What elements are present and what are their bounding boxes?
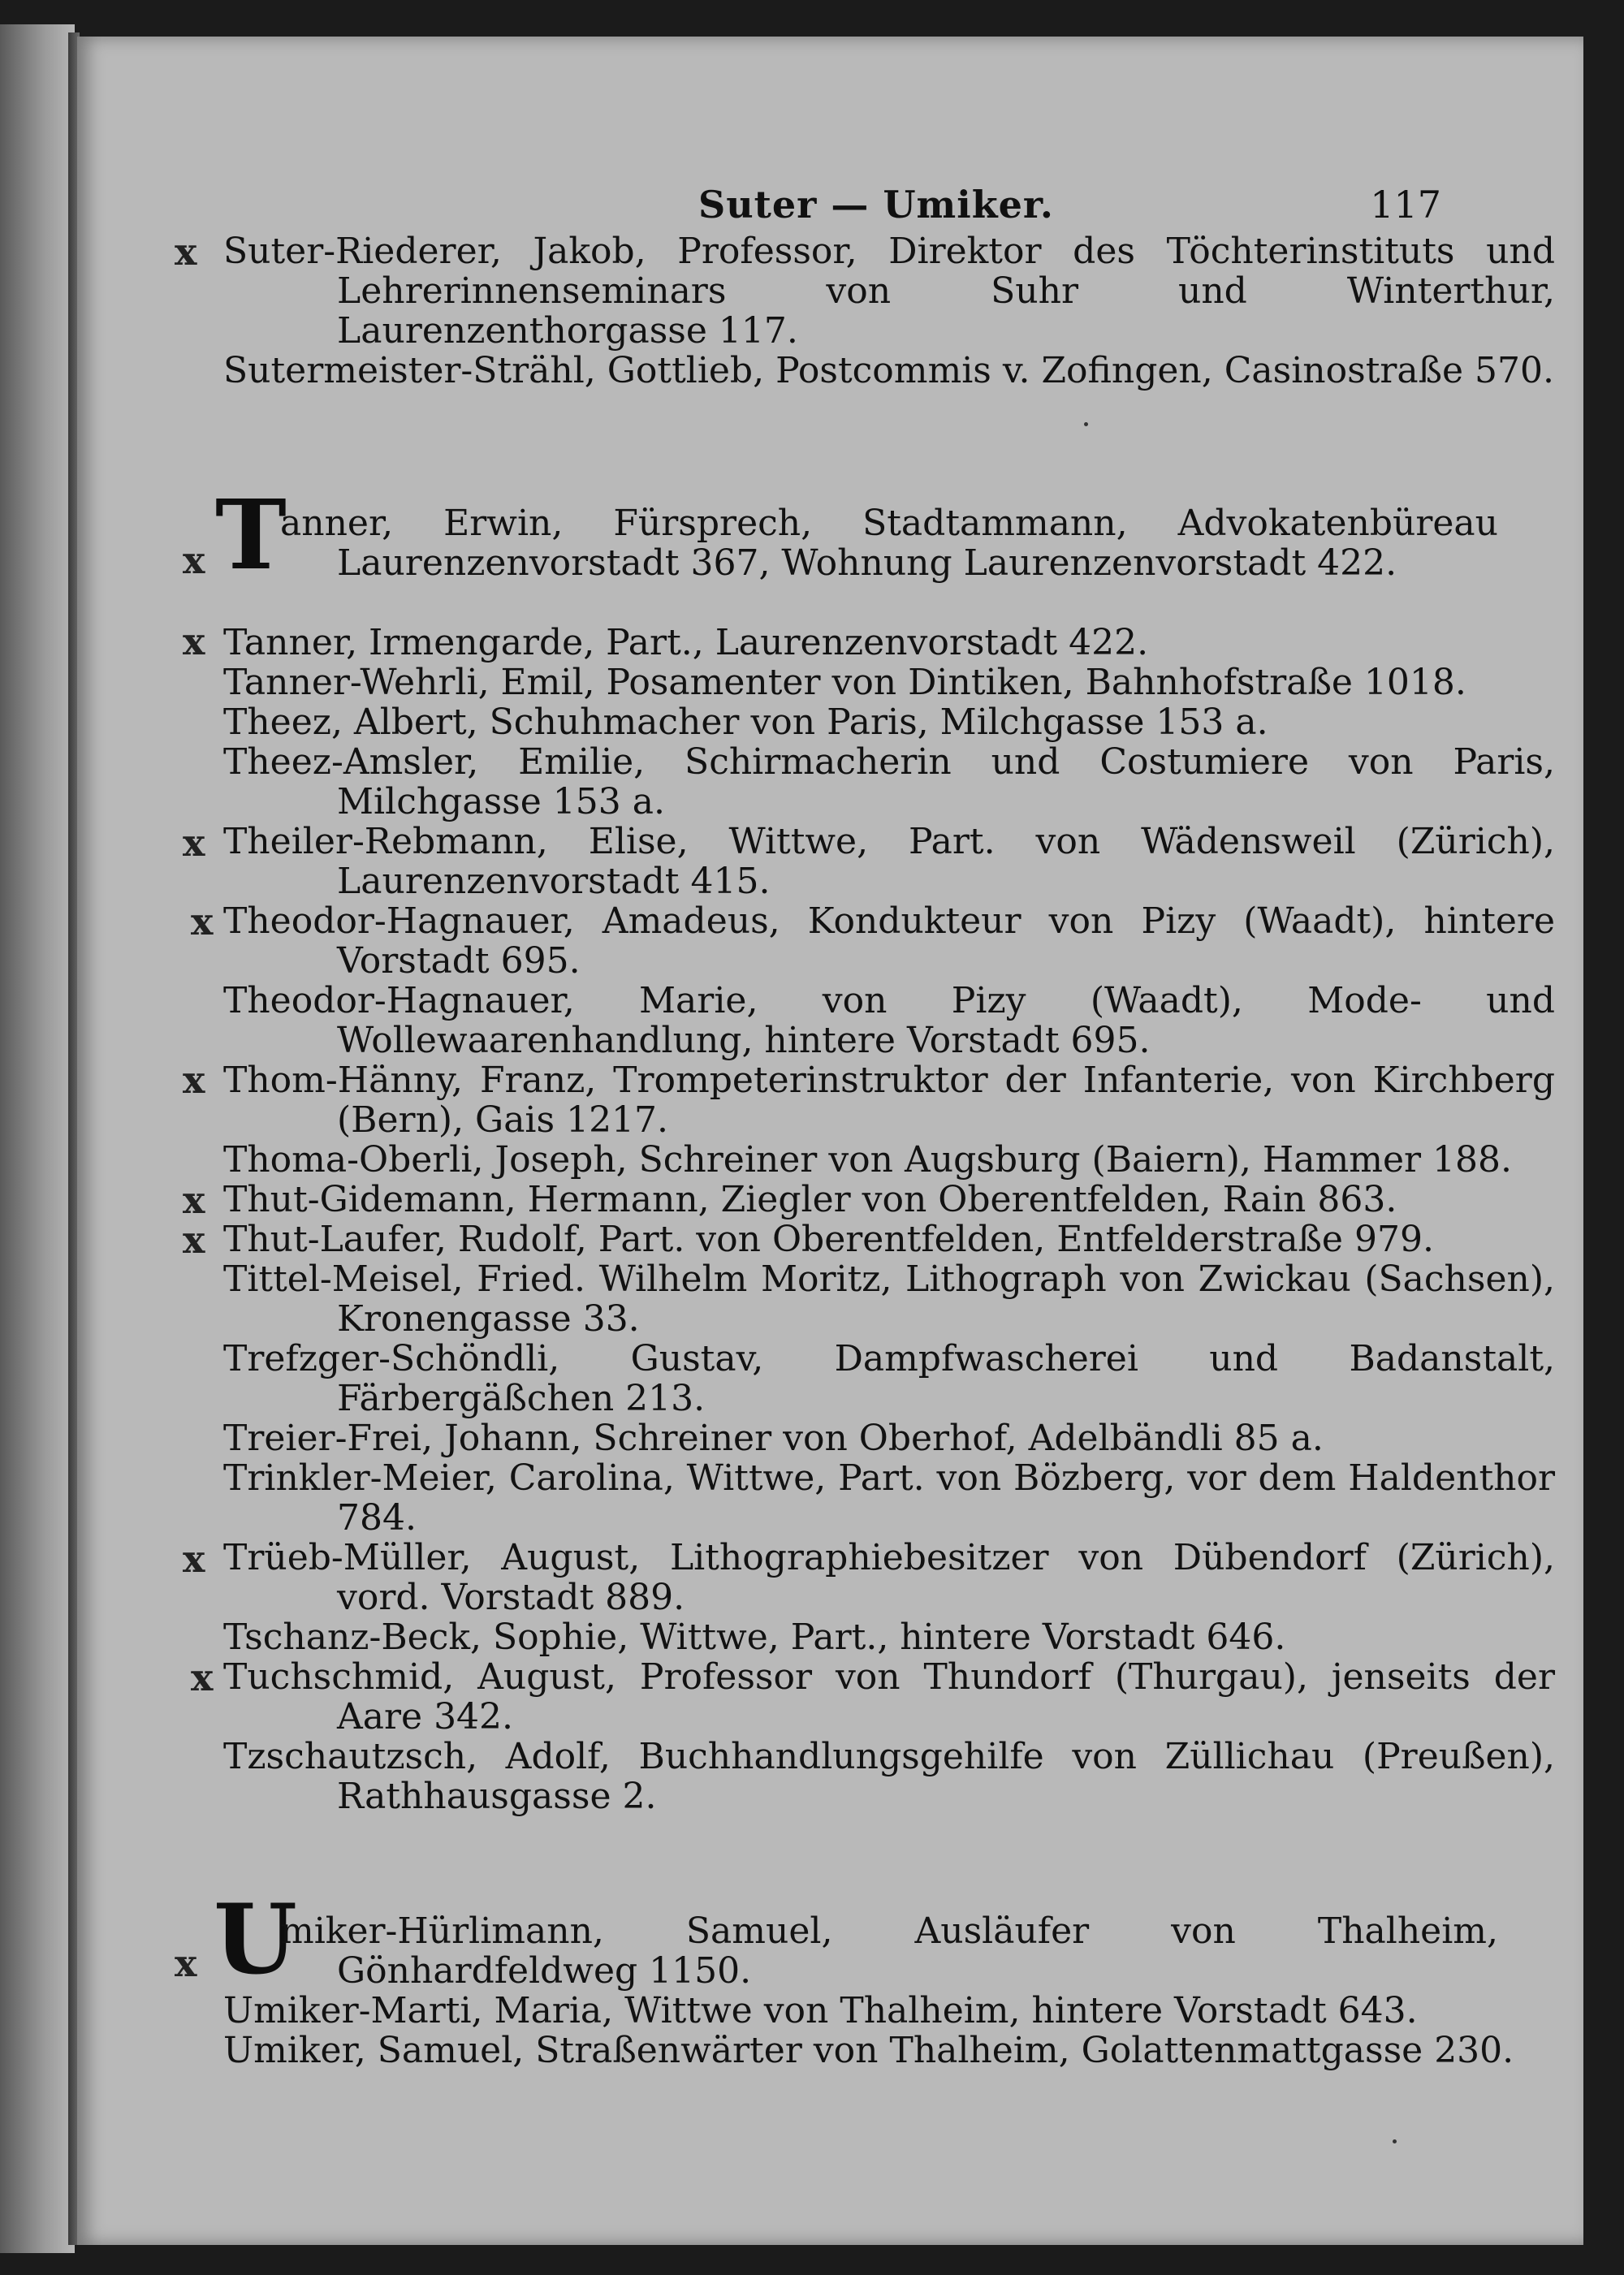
- ink-speck: [1393, 2139, 1397, 2143]
- entry-trueb-mueller: Trüeb-Müller, August, Lithographiebesitzer von Dübendorf (Zürich), vord. Vorstadt 889.: [223, 1537, 1555, 1618]
- entry-tuchschmid: Tuchschmid, August, Professor von Thundorf (Thurgau), jenseits der Aare 342.: [223, 1656, 1555, 1738]
- cross-mark: x: [183, 1058, 205, 1102]
- entry-trinkler-meier: Trinkler-Meier, Carolina, Wittwe, Part. von Bözberg, vor dem Haldenthor 784.: [223, 1457, 1555, 1539]
- entry-tanner-wehrli: Tanner-Wehrli, Emil, Posamenter von Dintiken, Bahnhofstraße 1018.: [223, 662, 1466, 703]
- book-page: [77, 37, 1583, 2245]
- entry-thoma-oberli: Thoma-Oberli, Joseph, Schreiner von Augsburg (Baiern), Hammer 188.: [223, 1139, 1512, 1181]
- entry-treier-frei: Treier-Frei, Johann, Schreiner von Oberhof, Adelbändli 85 a.: [223, 1418, 1324, 1459]
- entry-trefzger: Trefzger-Schöndli, Gustav, Dampfwascherei und Badanstalt, Färbergäßchen 213.: [223, 1338, 1555, 1419]
- left-page-edge: [0, 24, 75, 2253]
- entry-suter-riederer: Suter-Riederer, Jakob, Professor, Direktor des Töchterinstituts und Lehrerinnenseminars von Suhr und Winterthur, Laurenzenthorgasse 117.: [223, 231, 1555, 352]
- cross-mark: x: [175, 230, 197, 274]
- cross-mark: x: [183, 538, 205, 582]
- entry-umiker-samuel: Umiker, Samuel, Straßenwärter von Thalheim, Golattenmattgasse 230.: [223, 2030, 1514, 2071]
- entry-theez-albert: Theez, Albert, Schuhmacher von Paris, Milchgasse 153 a.: [223, 701, 1268, 743]
- cross-mark: x: [183, 1178, 205, 1222]
- entry-tschanz-beck: Tschanz-Beck, Sophie, Wittwe, Part., hintere Vorstadt 646.: [223, 1617, 1286, 1658]
- entry-theez-amsler: Theez-Amsler, Emilie, Schirmacherin und Costumiere von Paris, Milchgasse 153 a.: [223, 741, 1555, 822]
- entry-umiker-marti: Umiker-Marti, Maria, Wittwe von Thalheim, hintere Vorstadt 643.: [223, 1990, 1418, 2031]
- cross-mark: x: [175, 1941, 197, 1985]
- entry-thut-laufer: Thut-Laufer, Rudolf, Part. von Oberentfelden, Entfelderstraße 979.: [223, 1219, 1434, 1260]
- cross-mark: x: [183, 1218, 205, 1262]
- header-title: Suter — Umiker.: [698, 183, 1054, 227]
- cross-mark: x: [183, 821, 205, 865]
- entry-tzschautzsch: Tzschautzsch, Adolf, Buchhandlungsgehilfe von Züllichau (Preußen), Rathhausgasse 2.: [223, 1736, 1555, 1817]
- entry-theodor-amadeus: Theodor-Hagnauer, Amadeus, Kondukteur von Pizy (Waadt), hintere Vorstadt 695.: [223, 900, 1555, 982]
- entry-theodor-marie: Theodor-Hagnauer, Marie, von Pizy (Waadt), Mode- und Wollewaarenhandlung, hintere Vorstadt 695.: [223, 980, 1555, 1061]
- cross-mark: x: [183, 619, 205, 663]
- entry-tittel-meisel: Tittel-Meisel, Fried. Wilhelm Moritz, Lithograph von Zwickau (Sachsen), Kronengasse 33.: [223, 1258, 1555, 1340]
- entry-theiler-rebmann: Theiler-Rebmann, Elise, Wittwe, Part. von Wädensweil (Zürich), Laurenzenvorstadt 415.: [223, 821, 1555, 902]
- entry-tanner-irmengarde: Tanner, Irmengarde, Part., Laurenzenvorstadt 422.: [223, 622, 1149, 663]
- initial-letter-u: U: [214, 1883, 297, 1996]
- entry-tanner-erwin: anner, Erwin, Fürsprech, Stadtammann, Advokatenbüreau Laurenzenvorstadt 367, Wohnung Laurenzenvorstadt 422.: [280, 503, 1498, 584]
- entry-thut-gidemann: Thut-Gidemann, Hermann, Ziegler von Oberentfelden, Rain 863.: [223, 1179, 1397, 1220]
- entry-thom-haenny: Thom-Hänny, Franz, Trompeterinstruktor der Infanterie, von Kirchberg (Bern), Gais 1217.: [223, 1060, 1555, 1141]
- ink-speck: [1084, 422, 1088, 426]
- entry-sutermeister: Sutermeister-Strähl, Gottlieb, Postcommis v. Zofingen, Casinostraße 570.: [223, 350, 1555, 391]
- cross-mark: x: [191, 1656, 214, 1699]
- page-number: 117: [1370, 183, 1441, 227]
- cross-mark: x: [183, 1537, 205, 1581]
- entry-umiker-huerlimann: miker-Hürlimann, Samuel, Ausläufer von Thalheim, Gönhardfeldweg 1150.: [280, 1910, 1498, 1992]
- initial-letter-t: T: [215, 478, 287, 591]
- cross-mark: x: [191, 900, 214, 943]
